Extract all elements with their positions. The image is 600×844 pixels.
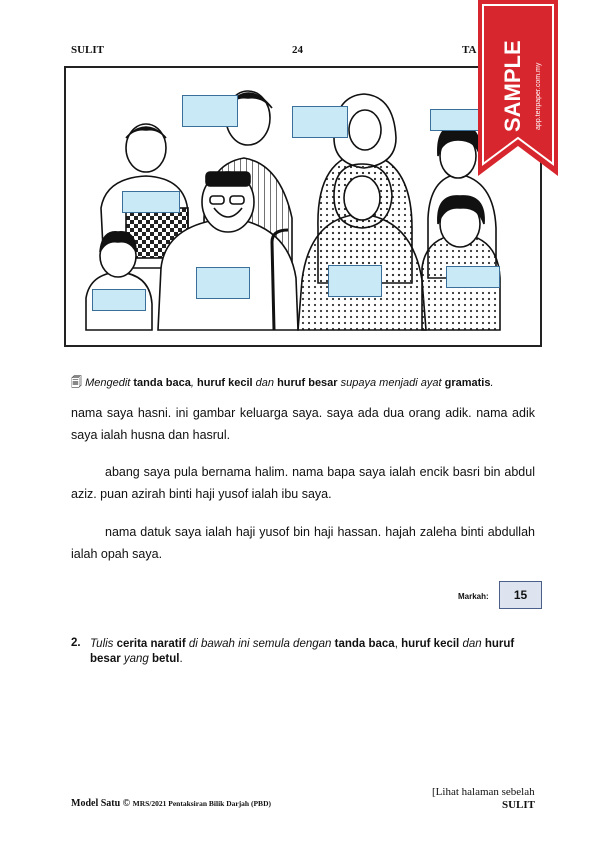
q2-bold: huruf besar <box>90 638 515 665</box>
label-box-grandfather[interactable] <box>196 267 250 299</box>
q2-part: dan <box>459 638 485 650</box>
label-box-girl[interactable] <box>430 109 480 131</box>
footer-sulit: SULIT <box>502 799 536 811</box>
q2-part: . <box>179 653 183 665</box>
instruction-bold: gramatis <box>444 377 491 389</box>
footer-next-page: [Lihat halaman sebelah <box>432 786 535 798</box>
paragraph-2-text: abang saya pula bernama halim. nama bapa saya ialah encik basri bin abdul aziz. puan azirah binti haji yusof ialah ibu saya. <box>71 465 535 501</box>
instruction-part: supaya menjadi ayat <box>337 377 445 389</box>
label-box-boy[interactable] <box>122 191 180 213</box>
footer-model-main: Model Satu © <box>71 798 133 809</box>
question-2-text <box>90 637 536 667</box>
footer-model <box>71 798 271 809</box>
instruction-part: dan <box>252 377 278 389</box>
sample-url: app.tenpaper.com.my <box>535 62 542 130</box>
family-illustration <box>64 66 542 347</box>
markah-score-box[interactable]: 15 <box>499 581 542 609</box>
q2-bold: cerita naratif <box>116 638 186 650</box>
instruction-bold: tanda baca <box>133 377 191 389</box>
header-right: TA <box>462 44 477 56</box>
question-2-number: 2. <box>71 637 81 649</box>
instruction-part: , <box>190 377 197 389</box>
q2-bold: betul <box>152 653 180 665</box>
edit-icon: 🗐 <box>71 377 82 389</box>
q2-part: Tulis <box>90 638 117 650</box>
label-box-father[interactable] <box>182 95 238 127</box>
paragraph-1: nama saya hasni. ini gambar keluarga saya. saya ada dua orang adik. nama adik saya ialah husna dan hasrul. <box>71 406 535 442</box>
label-box-grandmother[interactable] <box>328 265 382 297</box>
paragraph-3 <box>71 521 535 565</box>
paragraph-3-text: nama datuk saya ialah haji yusof bin haji hassan. hajah zaleha binti abdullah ialah opah saya. <box>71 525 535 561</box>
q2-part: di bawah ini semula dengan <box>185 638 335 650</box>
label-box-little-girl[interactable] <box>446 266 500 288</box>
instruction-text <box>71 374 494 393</box>
page-number: 24 <box>292 44 303 56</box>
instruction-bold: huruf kecil <box>196 377 253 389</box>
markah-label: Markah: <box>458 592 489 601</box>
label-box-little-boy[interactable] <box>92 289 146 311</box>
label-box-mother[interactable] <box>292 106 348 138</box>
q2-part: yang <box>120 653 153 665</box>
sample-watermark-ribbon <box>478 0 558 176</box>
q2-bold: tanda baca <box>334 638 395 650</box>
instruction-part: Mengedit <box>85 377 134 389</box>
instruction-bold: huruf besar <box>277 377 338 389</box>
footer-model-small: MRS/2021 Pentaksiran Bilik Darjah (PBD) <box>132 799 271 808</box>
instruction-part: . <box>490 377 494 389</box>
q2-bold: huruf kecil <box>401 638 460 650</box>
paragraph-2 <box>71 461 535 505</box>
sample-text: SAMPLE <box>500 40 525 132</box>
q2-part: , <box>394 638 402 650</box>
header-sulit: SULIT <box>71 44 105 56</box>
